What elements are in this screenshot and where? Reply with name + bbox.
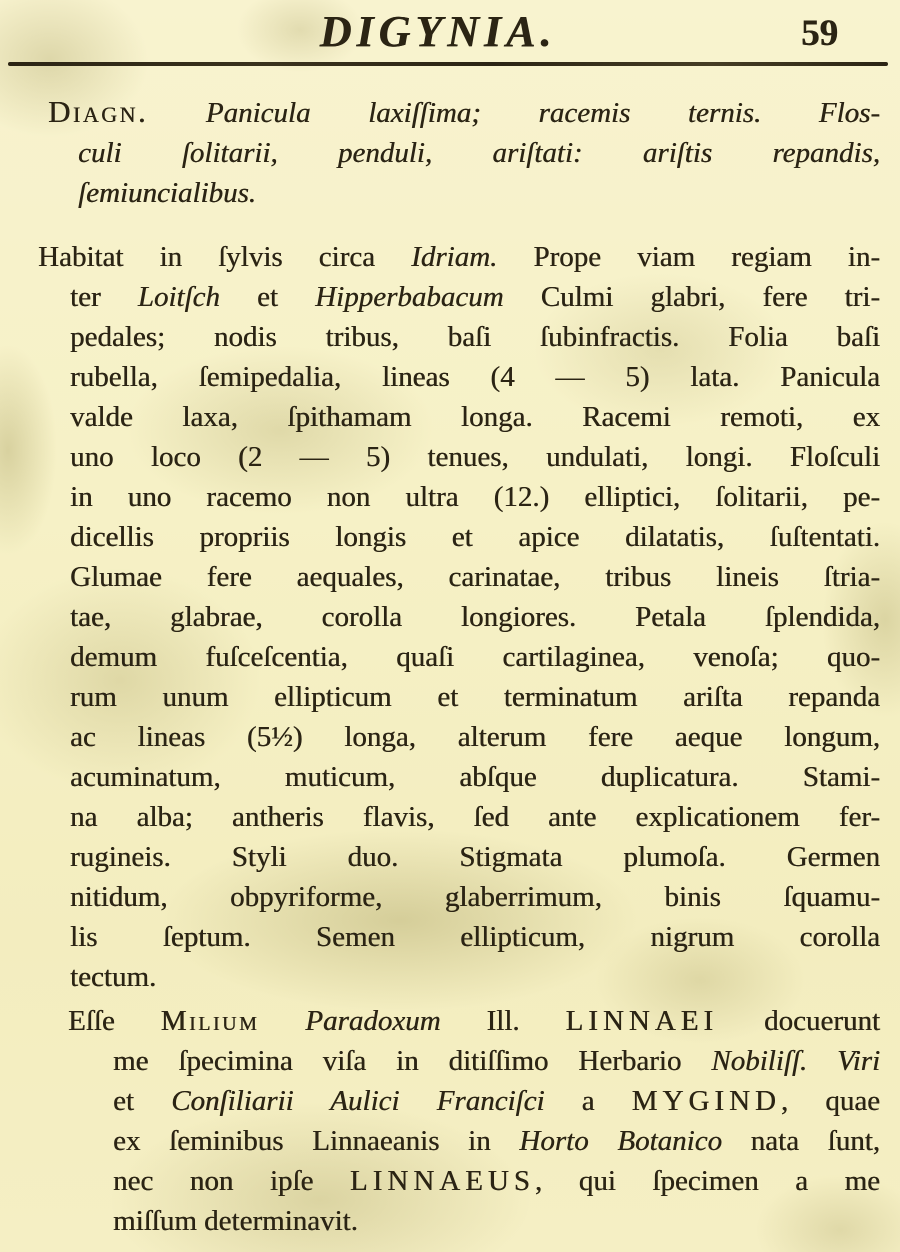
text-line [48,92,880,133]
text-line [113,1161,880,1201]
page-title: DIGYNIA. [319,7,557,56]
text-segment: tectum. [70,961,157,993]
text-segment: , quae [780,1085,880,1117]
text-segment: Prope viam regiam in- [497,241,880,273]
text-segment: miſſum determinavit. [113,1205,358,1237]
text-line [70,717,880,757]
text-segment: Ill. [440,1005,566,1037]
text-segment: culi ſolitarii, penduli, ariſtati: ariſtis repandis, [78,137,880,169]
text-segment: Hipperbabacum [315,281,504,313]
text-segment: docuerunt [718,1005,880,1037]
text-segment: acuminatum, muticum, abſque duplicatura. Stami- [70,761,880,793]
text-segment: Eſſe [68,1005,161,1037]
text-segment: ſemiuncialibus. [78,177,257,209]
text-segment: Conſiliarii Aulici Franciſci [171,1085,545,1117]
text-segment: Milium [160,1005,260,1037]
text-segment: MYGIND [631,1085,781,1117]
text-line [70,397,880,437]
text-line [70,837,880,877]
text-segment: Loitſch [137,281,220,313]
text-segment: demum fuſceſcentia, quaſi cartilaginea, venoſa; quo- [70,641,880,673]
text-segment: Culmi glabri, fere tri- [503,281,880,313]
text-segment: a [544,1085,632,1117]
text-segment: LINNAEI [565,1005,719,1037]
text-segment: nec non ipſe [113,1165,350,1197]
text-block [38,92,880,1241]
text-line [70,317,880,357]
text-segment: LINNAEUS [349,1165,535,1197]
page-number: 59 [801,13,838,54]
text-line [113,1201,880,1241]
text-segment: Diagn. [48,94,149,129]
text-segment: uno loco (2 — 5) tenues, undulati, longi. Floſculi [70,441,880,473]
text-segment: rum unum ellipticum et terminatum ariſta repanda [70,681,880,713]
text-segment: me ſpecimina viſa in ditiſſimo Herbario [113,1045,712,1077]
text-segment: Panicula laxiſſima; racemis ternis. Flos- [148,97,880,129]
text-line [70,677,880,717]
text-line [70,477,880,517]
text-segment: tae, glabrae, corolla longiores. Petala ſplendida, [70,601,880,633]
text-line [70,877,880,917]
text-line [70,437,880,477]
text-line [78,133,880,173]
text-line [113,1041,880,1081]
text-segment: valde laxa, ſpithamam longa. Racemi remoti, ex [70,401,880,433]
text-segment: nitidum, obpyriforme, glaberrimum, binis ſquamu- [70,881,880,913]
text-segment: dicellis propriis longis et apice dilatatis, ſuſtentati. [70,521,880,553]
text-line [78,173,880,213]
text-segment: et [113,1085,172,1117]
text-line [38,237,880,277]
text-line [70,957,880,997]
text-segment: ex ſeminibus Linnaeanis in [113,1125,520,1157]
text-line [113,1081,880,1121]
text-segment: Horto Botanico [519,1125,722,1157]
text-segment: ac lineas (5½) longa, alterum fere aeque longum, [70,721,880,753]
text-segment: pedales; nodis tribus, baſi ſubinfractis. Folia baſi [70,321,880,353]
text-segment: , qui ſpecimen a me [534,1165,880,1197]
text-segment: et [219,281,316,313]
text-line [70,757,880,797]
text-line [70,357,880,397]
header-rule [8,62,888,66]
text-line [70,277,880,317]
text-segment: nata ſunt, [721,1125,880,1157]
text-segment: rugineis. Styli duo. Stigmata plumoſa. Germen [70,841,880,873]
text-segment: in uno racemo non ultra (12.) elliptici, ſolitarii, pe- [70,481,880,513]
text-line [70,517,880,557]
text-line [68,1001,880,1041]
text-line [70,797,880,837]
text-segment: lis ſeptum. Semen ellipticum, nigrum corolla [70,921,880,953]
text-segment: Glumae fere aequales, carinatae, tribus lineis ſtria- [70,561,880,593]
page-header [0,0,900,60]
paragraph-attribution [68,1001,880,1241]
text-line [70,637,880,677]
text-line [70,597,880,637]
text-segment: rubella, ſemipedalia, lineas (4 — 5) lata. Panicula [70,361,880,393]
text-segment: Habitat in ſylvis circa [38,241,412,273]
paragraph-diagnosis [48,92,880,213]
text-segment: na alba; antheris flavis, ſed ante explicationem fer- [70,801,880,833]
text-segment: ter [70,281,138,313]
text-line [113,1121,880,1161]
text-segment: Nobiliſſ. Viri [711,1045,881,1077]
text-line [70,917,880,957]
text-segment: Paradoxum [259,1005,441,1037]
paragraph-habitat [38,237,880,997]
text-segment: Idriam. [411,241,498,273]
text-line [70,557,880,597]
